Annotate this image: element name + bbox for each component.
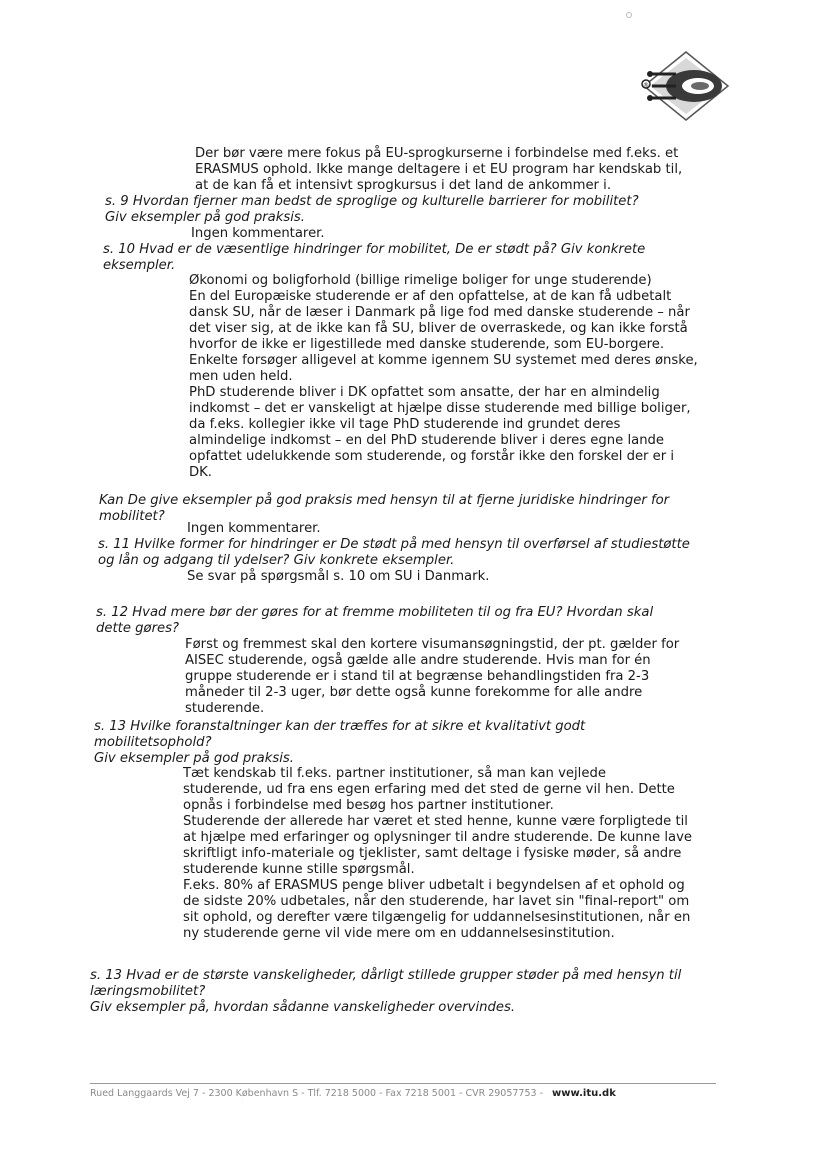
text-line: Enkelte forsøger alligevel at komme igennem SU systemet med deres ønske, <box>189 353 698 368</box>
text-line: Se svar på spørgsmål s. 10 om SU i Danmark. <box>187 569 490 584</box>
text-line: gruppe studerende er i stand til at begrænse behandlingstiden fra 2-3 <box>185 669 650 684</box>
text-line: måneder til 2-3 uger, bør dette også kunne forekomme for alle andre <box>185 685 643 700</box>
question-13 <box>94 719 585 767</box>
text-line: s. 13 Hvad er de største vanskeligheder, dårligt stillede grupper støder på med hensyn til <box>90 968 682 983</box>
text-line: og lån og adgang til ydelser? Giv konkrete eksempler. <box>98 553 455 568</box>
text-line: s. 13 Hvilke foranstaltninger kan der træffes for at sikre et kvalitativt godt <box>94 719 586 734</box>
answer-12 <box>185 637 679 717</box>
text-line: studerende. <box>185 701 265 716</box>
text-line: dansk SU, når de læser i Danmark på lige fod med danske studerende – når <box>189 305 690 320</box>
question-11 <box>98 537 690 569</box>
text-line: skriftligt info-materiale og tjeklister, samt deltage i fysiske møder, så andre <box>183 846 682 861</box>
answer-9 <box>191 226 325 242</box>
answer-11 <box>187 569 489 585</box>
text-line: Først og fremmest skal den kortere visumansøgningstid, der pt. gælder for <box>185 637 680 652</box>
question-10-legal <box>99 493 669 525</box>
text-line: almindelige indkomst – en del PhD studerende bliver i deres egne lande <box>189 433 665 448</box>
question-9 <box>105 194 639 226</box>
text-line: at de kan få et intensivt sprogkursus i det land de ankommer i. <box>195 178 612 193</box>
text-line: mobilitetsophold? <box>94 735 212 750</box>
text-line: Kan De give eksempler på god praksis med hensyn til at fjerne juridiske hindringer for <box>99 493 670 508</box>
text-line: s. 10 Hvad er de væsentlige hindringer for mobilitet, De er stødt på? Giv konkrete <box>103 242 646 257</box>
answer-10 <box>189 273 698 481</box>
text-line: eksempler. <box>103 258 176 273</box>
text-line: Giv eksempler på, hvordan sådanne vanskeligheder overvindes. <box>90 1000 516 1015</box>
text-line: indkomst – det er vanskeligt at hjælpe disse studerende med billige boliger, <box>189 401 691 416</box>
text-line: PhD studerende bliver i DK opfattet som ansatte, der har en almindelig <box>189 385 660 400</box>
footer-address: Rued Langgaards Vej 7 - 2300 København S - Tlf. 7218 5000 - Fax 7218 5001 - CVR 29057753 - <box>90 1088 544 1099</box>
text-line: da f.eks. kollegier ikke vil tage PhD studerende ind grundet deres <box>189 417 621 432</box>
text-line: Giv eksempler på god praksis. <box>94 751 294 766</box>
scan-mark <box>626 12 632 18</box>
question-10 <box>103 242 645 274</box>
text-line: s. 11 Hvilke former for hindringer er De stødt på med hensyn til overførsel af studiestøtte <box>98 537 690 552</box>
question-12 <box>96 605 653 637</box>
text-line: mobilitet? <box>99 509 165 524</box>
text-line: opfattet udelukkende som studerende, og forstår ikke den forskel der er i <box>189 449 675 464</box>
text-line: F.eks. 80% af ERASMUS penge bliver udbetalt i begyndelsen af et ophold og <box>183 878 685 893</box>
text-block-intro <box>195 146 682 194</box>
text-line: s. 12 Hvad mere bør der gøres for at fremme mobiliteten til og fra EU? Hvordan skal <box>96 605 654 620</box>
text-line: hvorfor de ikke er ligestillede med danske studerende, som EU-borgere. <box>189 337 665 352</box>
text-line: Studerende der allerede har været et sted henne, kunne være forpligtede til <box>183 814 688 829</box>
text-line: AISEC studerende, også gælde alle andre studerende. Hvis man for én <box>185 653 651 668</box>
text-line: s. 9 Hvordan fjerner man bedst de sproglige og kulturelle barrierer for mobilitet? <box>105 194 639 209</box>
text-line: de sidste 20% udbetales, når den studerende, har lavet sin "final-report" om <box>183 894 690 909</box>
text-line: at hjælpe med erfaringer og oplysninger til andre studerende. De kunne lave <box>183 830 692 845</box>
text-line: Giv eksempler på god praksis. <box>105 210 305 225</box>
text-line: men uden held. <box>189 369 293 384</box>
text-line: læringsmobilitet? <box>90 984 206 999</box>
text-line: DK. <box>189 465 212 480</box>
answer-13 <box>183 766 692 942</box>
text-line: sit ophold, og derefter være tilgængelig for uddannelsesinstitutionen, når en <box>183 910 691 925</box>
answer-10-legal <box>187 521 321 537</box>
text-line: ERASMUS ophold. Ikke mange deltagere i et EU program har kendskab til, <box>195 162 683 177</box>
text-line: En del Europæiske studerende er af den opfattelse, at de kan få udbetalt <box>189 289 672 304</box>
text-line: studerende, ud fra ens egen erfaring med det sted de gerne vil hen. Dette <box>183 782 675 797</box>
question-13-disadvantaged <box>90 968 681 1016</box>
text-line: ny studerende gerne vil vide mere om en uddannelsesinstitution. <box>183 926 615 941</box>
text-line: dette gøres? <box>96 621 179 636</box>
text-line: opnås i forbindelse med besøg hos partner institutioner. <box>183 798 554 813</box>
text-line: det viser sig, at de ikke kan få SU, bliver de overraskede, og kan ikke forstå <box>189 321 688 336</box>
text-line: Ingen kommentarer. <box>191 226 325 241</box>
text-line: Økonomi og boligforhold (billige rimelige boliger for unge studerende) <box>189 273 652 288</box>
text-line: Tæt kendskab til f.eks. partner institutioner, så man kan vejlede <box>183 766 606 781</box>
text-line: Ingen kommentarer. <box>187 521 321 536</box>
page-footer <box>90 1083 716 1099</box>
text-line: studerende kunne stille spørgsmål. <box>183 862 415 877</box>
text-line: Der bør være mere fokus på EU-sprogkurserne i forbindelse med f.eks. et <box>195 146 679 161</box>
svg-text:®: ® <box>643 82 649 89</box>
footer-website-link[interactable]: www.itu.dk <box>552 1088 616 1099</box>
itu-logo-icon <box>636 50 732 122</box>
